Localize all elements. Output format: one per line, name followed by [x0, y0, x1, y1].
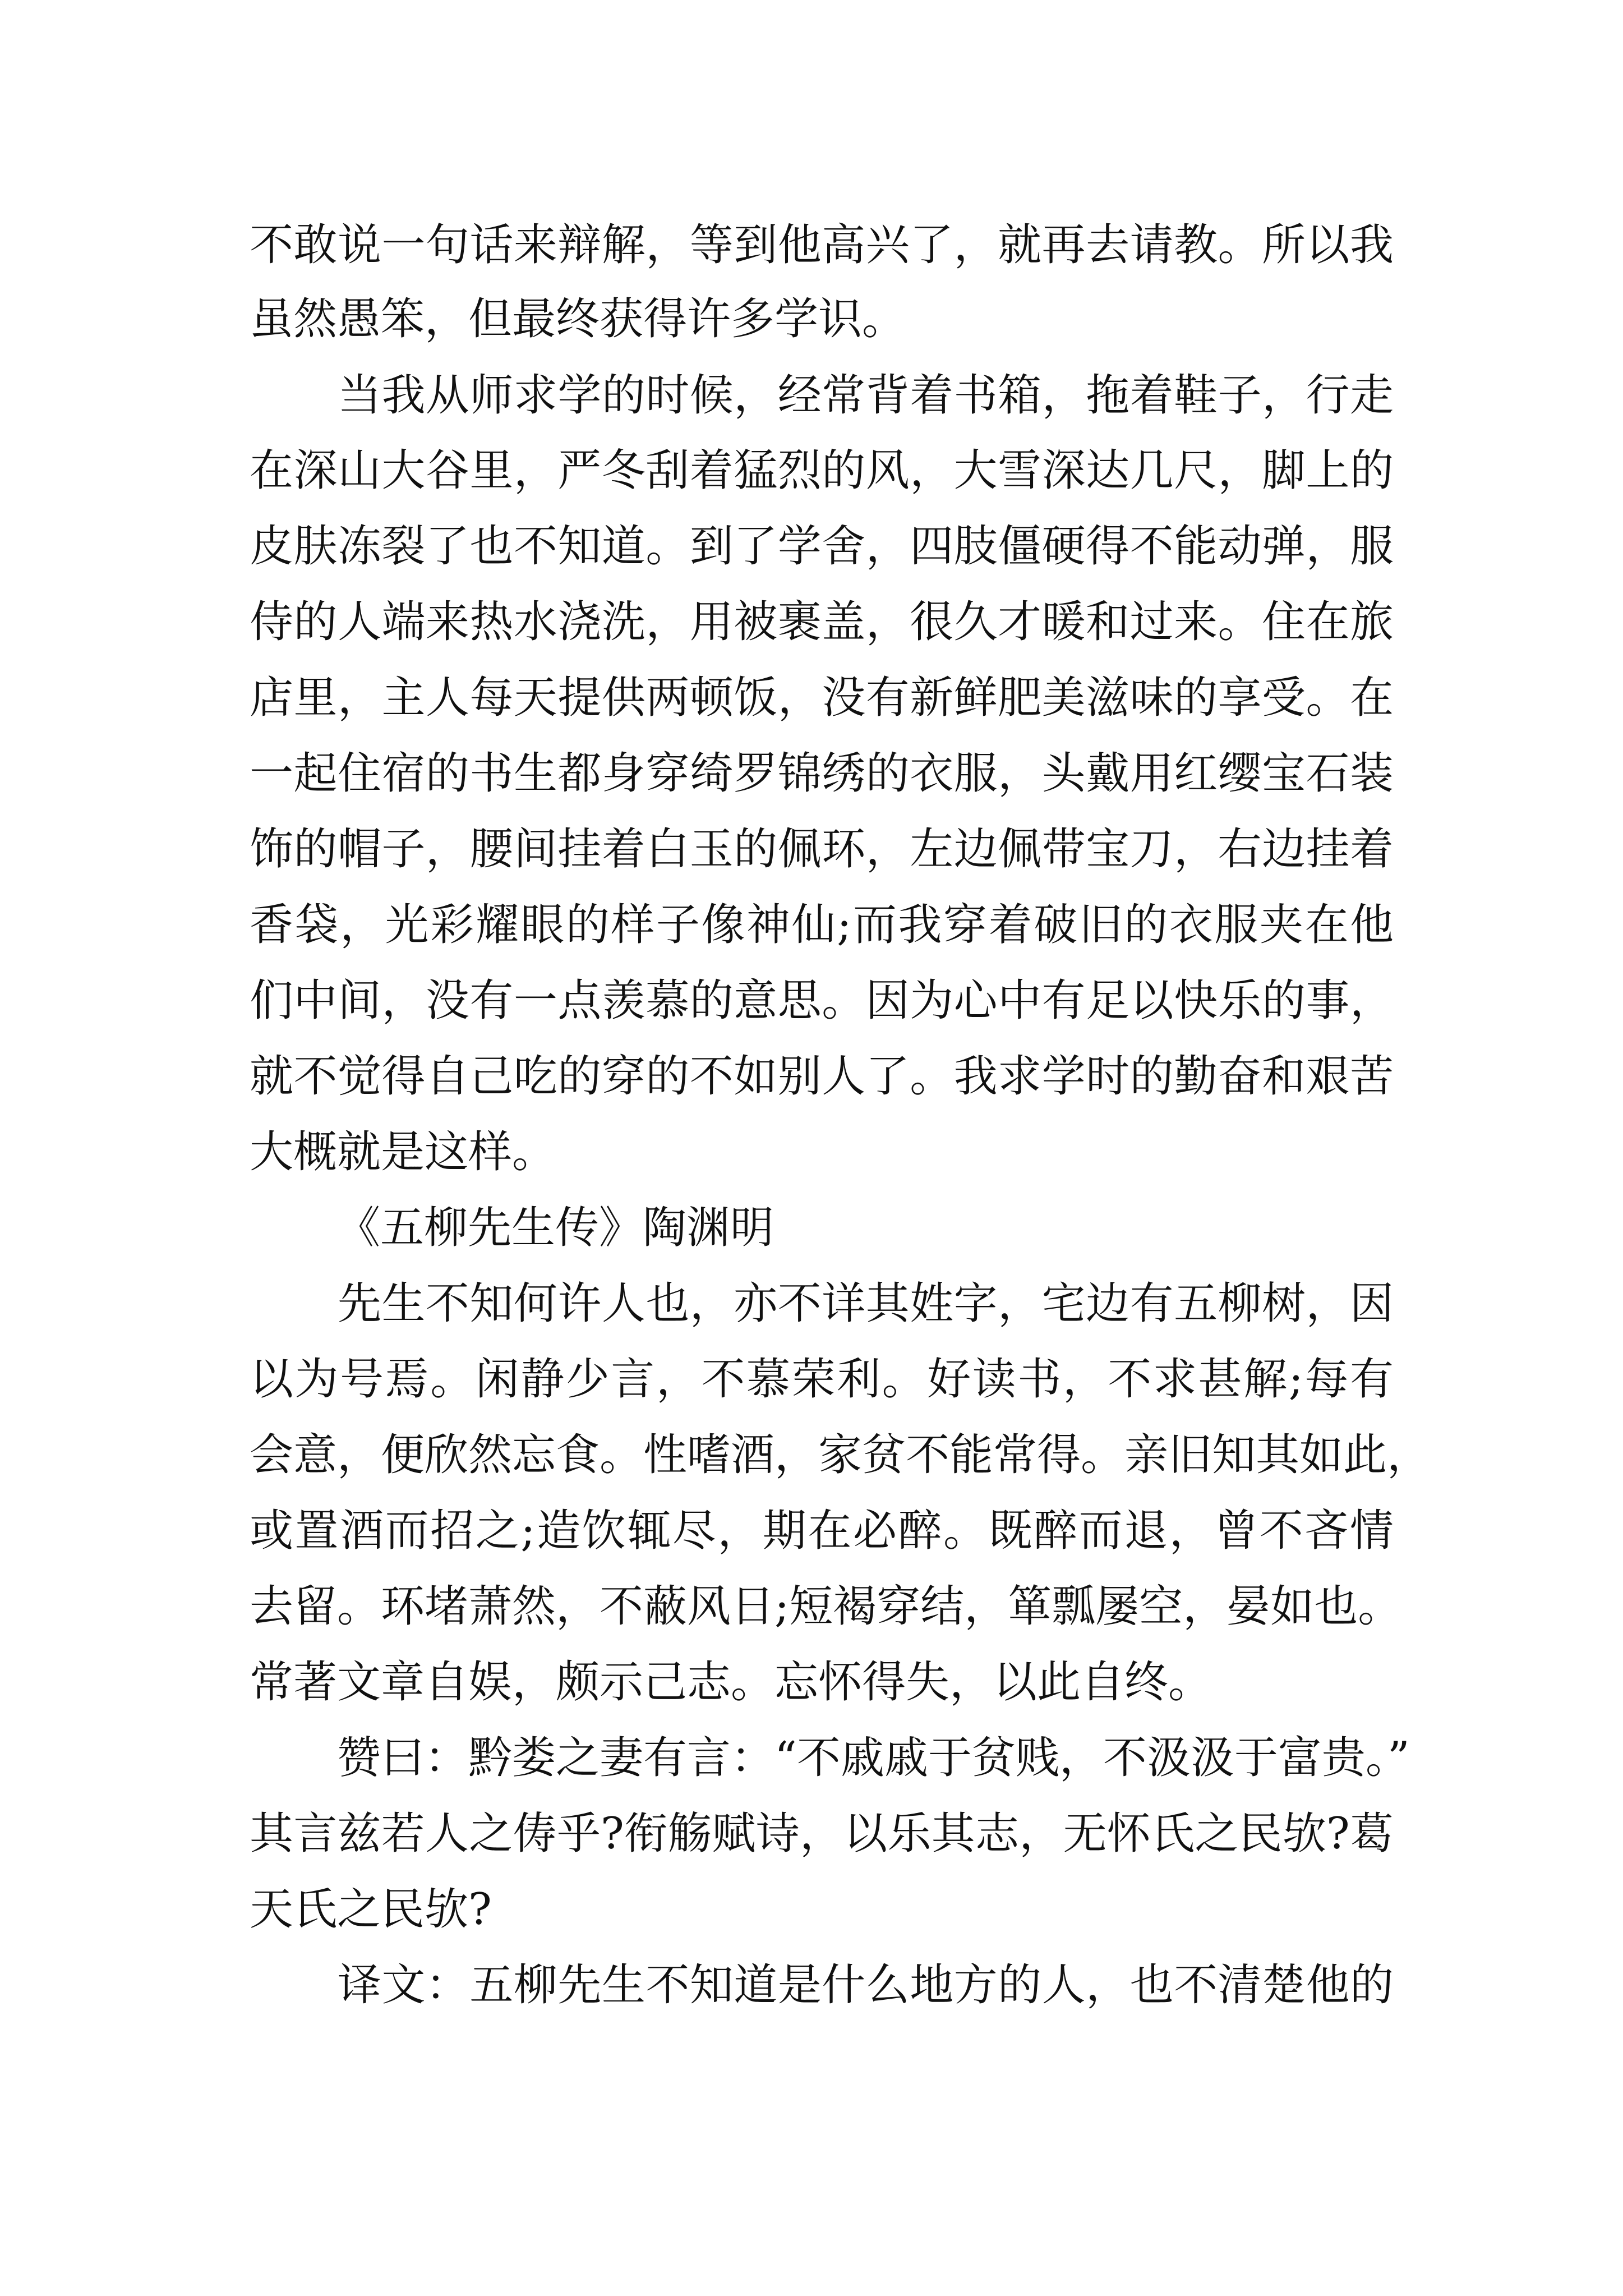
text-line: 天氏之民欤?: [250, 1884, 492, 1935]
text-line: 或置酒而招之;造饮辄尽，期在必醉。既醉而退，曾不吝情: [250, 1506, 1394, 1556]
text-line: 不敢说一句话来辩解，等到他高兴了，就再去请教。所以我: [250, 220, 1394, 270]
text-line: 大概就是这样。: [250, 1127, 556, 1177]
text-line: 以为号焉。闲静少言，不慕荣利。好读书，不求甚解;每有: [250, 1354, 1394, 1405]
text-line: 就不觉得自己吃的穿的不如别人了。我求学时的勤奋和艰苦: [250, 1051, 1394, 1102]
text-line: 当我从师求学的时候，经常背着书箱，拖着鞋子，行走: [250, 370, 1394, 421]
text-line: 侍的人端来热水浇洗，用被裹盖，很久才暖和过来。住在旅: [250, 597, 1394, 647]
text-line: 赞曰：黔娄之妻有言：“不戚戚于贫贱，不汲汲于富贵。”: [250, 1733, 1410, 1783]
text-line: 皮肤冻裂了也不知道。到了学舍，四肢僵硬得不能动弹，服: [250, 521, 1394, 572]
text-line: 店里，主人每天提供两顿饭，没有新鲜肥美滋味的享受。在: [250, 673, 1394, 723]
text-line: 其言兹若人之俦乎?衔觞赋诗，以乐其志，无怀氏之民欤?葛: [250, 1809, 1394, 1859]
text-line: 饰的帽子，腰间挂着白玉的佩环，左边佩带宝刀，右边挂着: [250, 824, 1394, 875]
text-line: 在深山大谷里，严冬刮着猛烈的风，大雪深达几尺，脚上的: [250, 445, 1394, 496]
text-line: 香袋，光彩耀眼的样子像神仙;而我穿着破旧的衣服夹在他: [250, 900, 1394, 950]
text-line: 们中间，没有一点羡慕的意思。因为心中有足以快乐的事，: [250, 976, 1394, 1026]
text-line: 常著文章自娱，颇示己志。忘怀得失，以此自终。: [250, 1657, 1212, 1708]
text-line: 虽然愚笨，但最终获得许多学识。: [250, 294, 906, 344]
text-line: 一起住宿的书生都身穿绮罗锦绣的衣服，头戴用红缨宝石装: [250, 748, 1394, 799]
text-line: 先生不知何许人也，亦不详其姓字，宅边有五柳树，因: [250, 1278, 1394, 1329]
text-line: 会意，便欣然忘食。性嗜酒，家贫不能常得。亲旧知其如此，: [250, 1430, 1431, 1480]
section-title: 《五柳先生传》陶渊明: [336, 1203, 774, 1253]
text-line: 译文：五柳先生不知道是什么地方的人，也不清楚他的: [250, 1960, 1394, 2010]
text-line: 去留。环堵萧然，不蔽风日;短褐穿结，箪瓢屡空，晏如也。: [250, 1581, 1402, 1632]
